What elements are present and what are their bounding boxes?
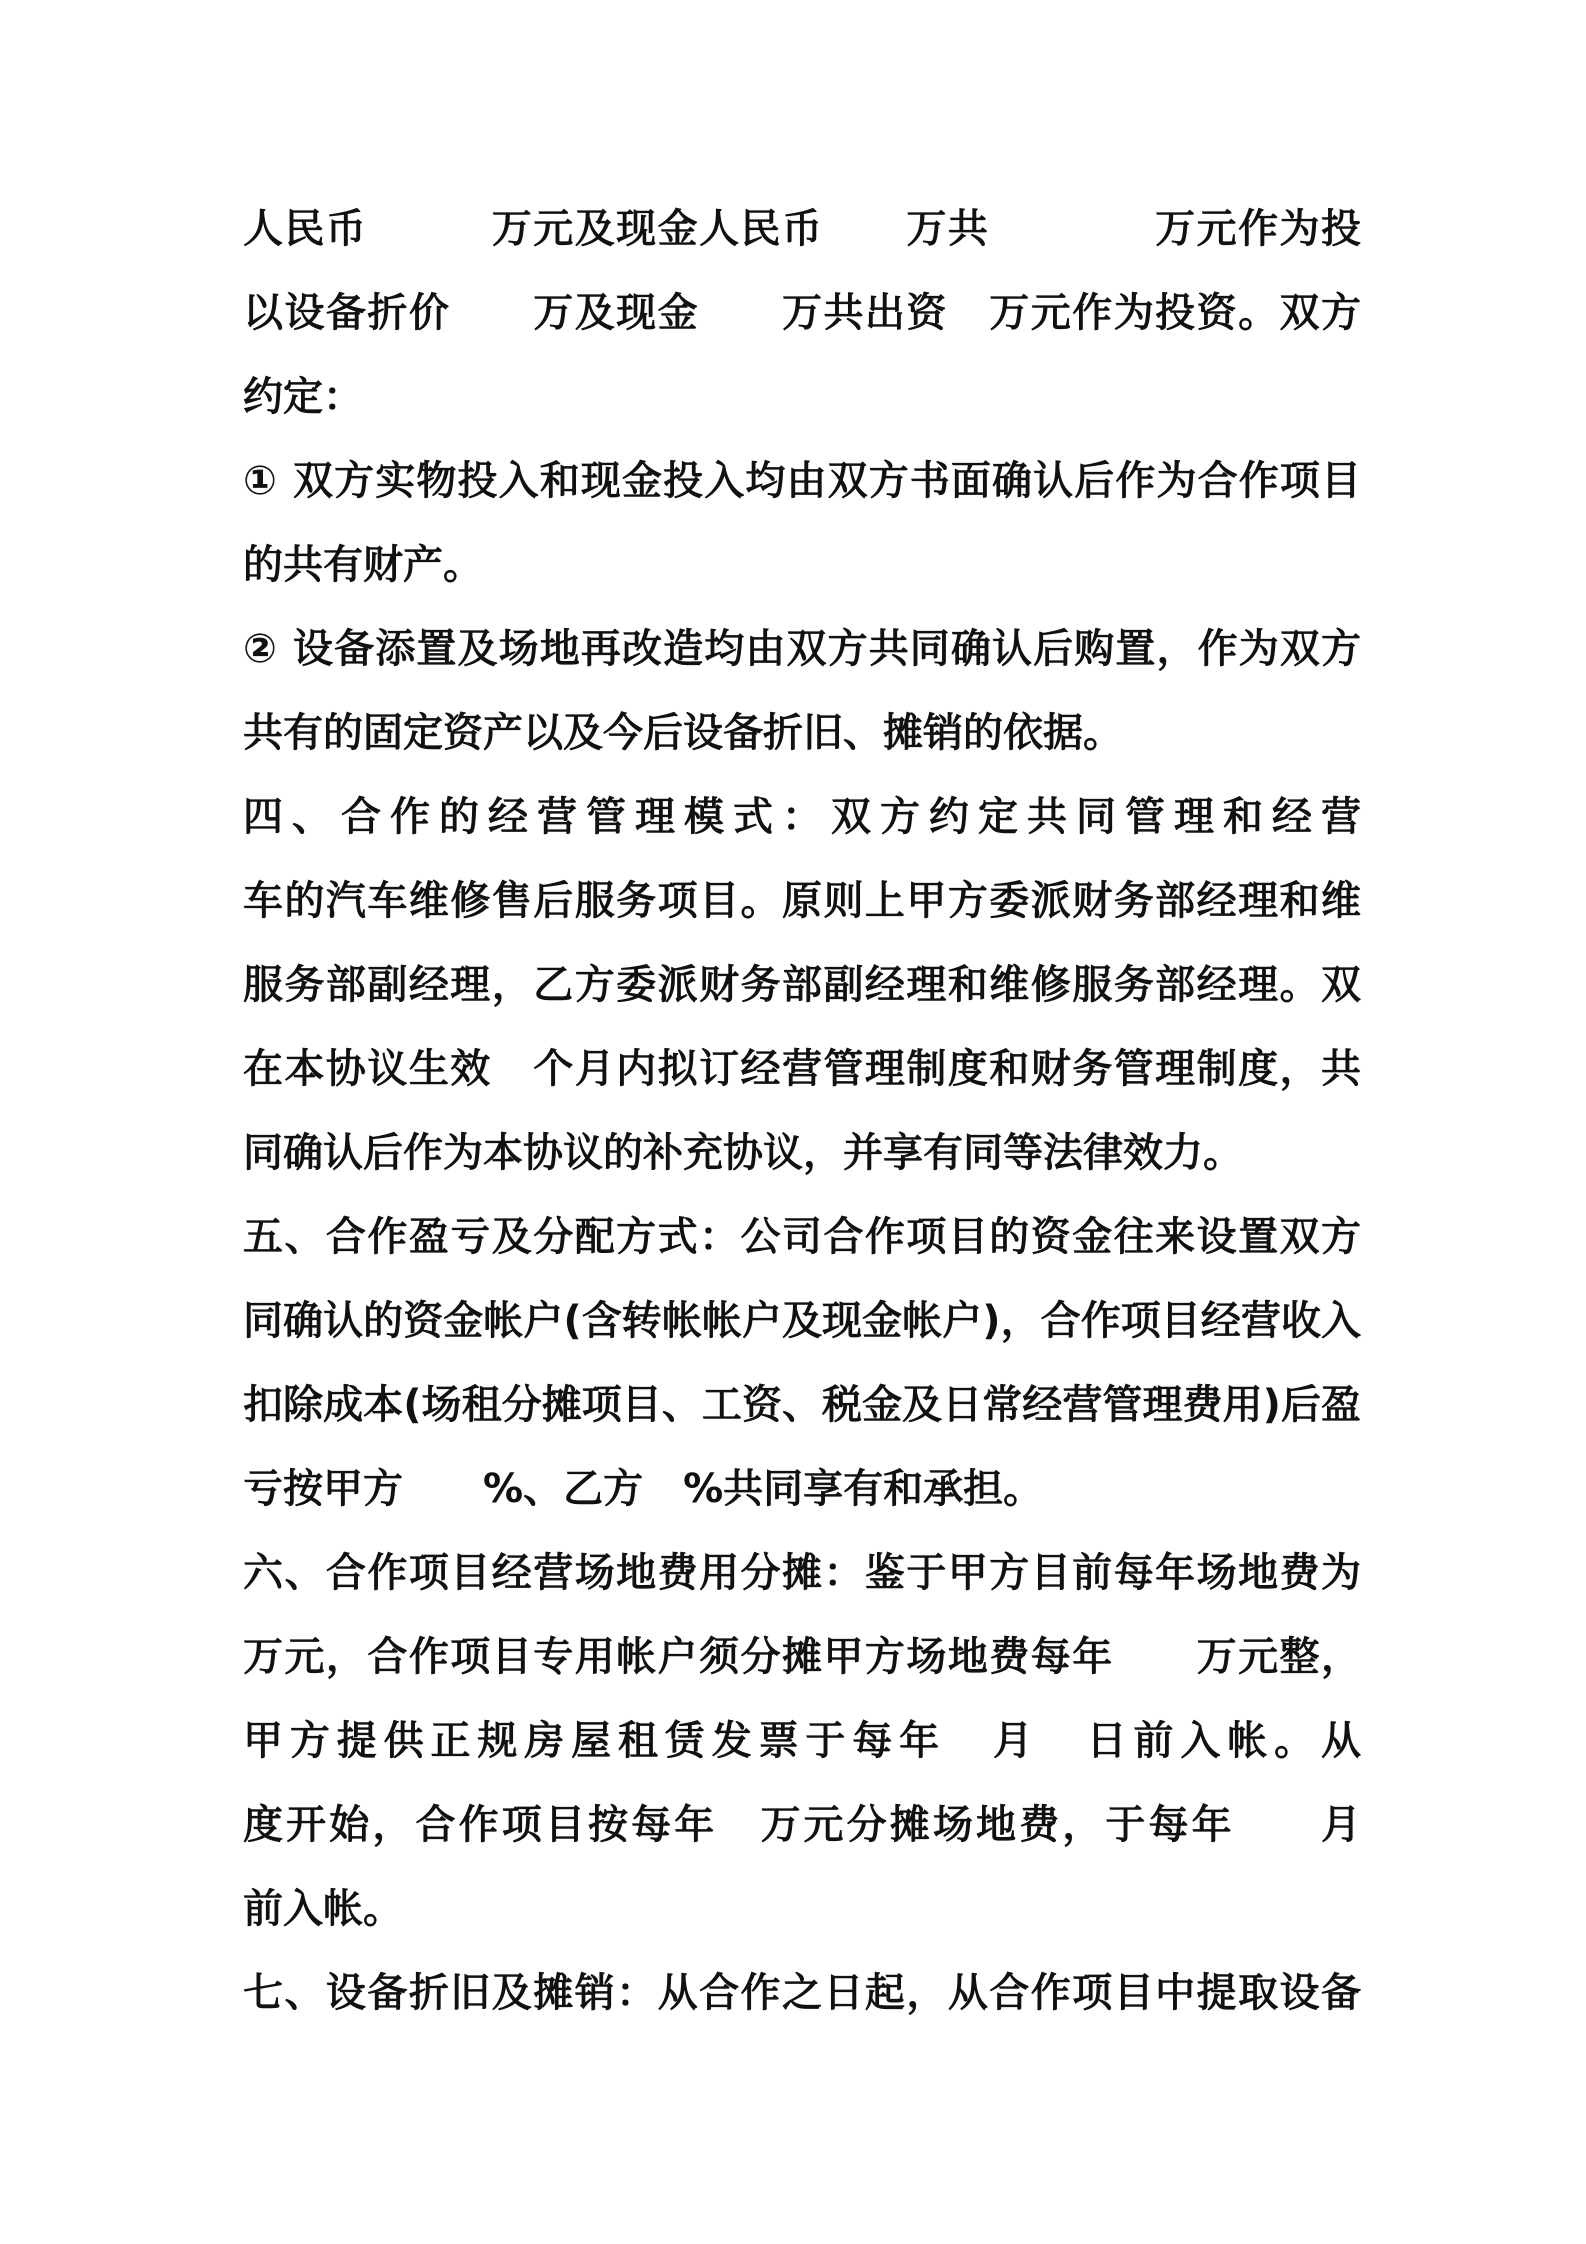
text-line: 同确认的资金帐户(含转帐帐户及现金帐户)，合作项目经营收入 [243, 1298, 1361, 1344]
text-line: 扣除成本(场租分摊项目、工资、税金及日常经营管理费用)后盈 [243, 1382, 1361, 1428]
text-line: 同确认后作为本协议的补充协议，并享有同等法律效力。 [243, 1130, 1243, 1176]
text-line: 的共有财产。 [243, 542, 483, 588]
text-line: 以设备折价 万及现金 万共出资 万元作为投资。双方 [243, 290, 1361, 336]
text-line: 五、合作盈亏及分配方式：公司合作项目的资金往来设置双方 [243, 1214, 1361, 1260]
text-line: ② 设备添置及场地再改造均由双方共同确认后购置，作为双方 [243, 626, 1361, 672]
text-line: 约定： [243, 374, 363, 420]
text-line: 六、合作项目经营场地费用分摊：鉴于甲方目前每年场地费为 [243, 1550, 1361, 1596]
text-line: 甲方提供正规房屋租赁发票于每年 月 日前入帐。从 [243, 1718, 1361, 1764]
text-line: 亏按甲方 %、乙方 %共同享有和承担。 [243, 1466, 1044, 1512]
text-line: 在本协议生效 个月内拟订经营管理制度和财务管理制度，共 [243, 1046, 1361, 1092]
text-line: 前入帐。 [243, 1886, 403, 1932]
text-line: ① 双方实物投入和现金投入均由双方书面确认后作为合作项目 [243, 458, 1361, 504]
text-line: 服务部副经理，乙方委派财务部副经理和维修服务部经理。双 [243, 962, 1361, 1008]
text-line: 七、设备折旧及摊销：从合作之日起，从合作项目中提取设备 [243, 1970, 1361, 2016]
text-line: 万元，合作项目专用帐户须分摊甲方场地费每年 万元整， [243, 1634, 1361, 1680]
text-line: 度开始，合作项目按每年 万元分摊场地费，于每年 月 [243, 1802, 1361, 1848]
text-line: 共有的固定资产以及今后设备折旧、摊销的依据。 [243, 710, 1123, 756]
text-line: 人民币 万元及现金人民币 万共 万元作为投 [243, 206, 1361, 252]
text-line: 车的汽车维修售后服务项目。原则上甲方委派财务部经理和维 [243, 878, 1361, 924]
text-line: 四、合作的经营管理模式：双方约定共同管理和经营 [243, 794, 1361, 840]
